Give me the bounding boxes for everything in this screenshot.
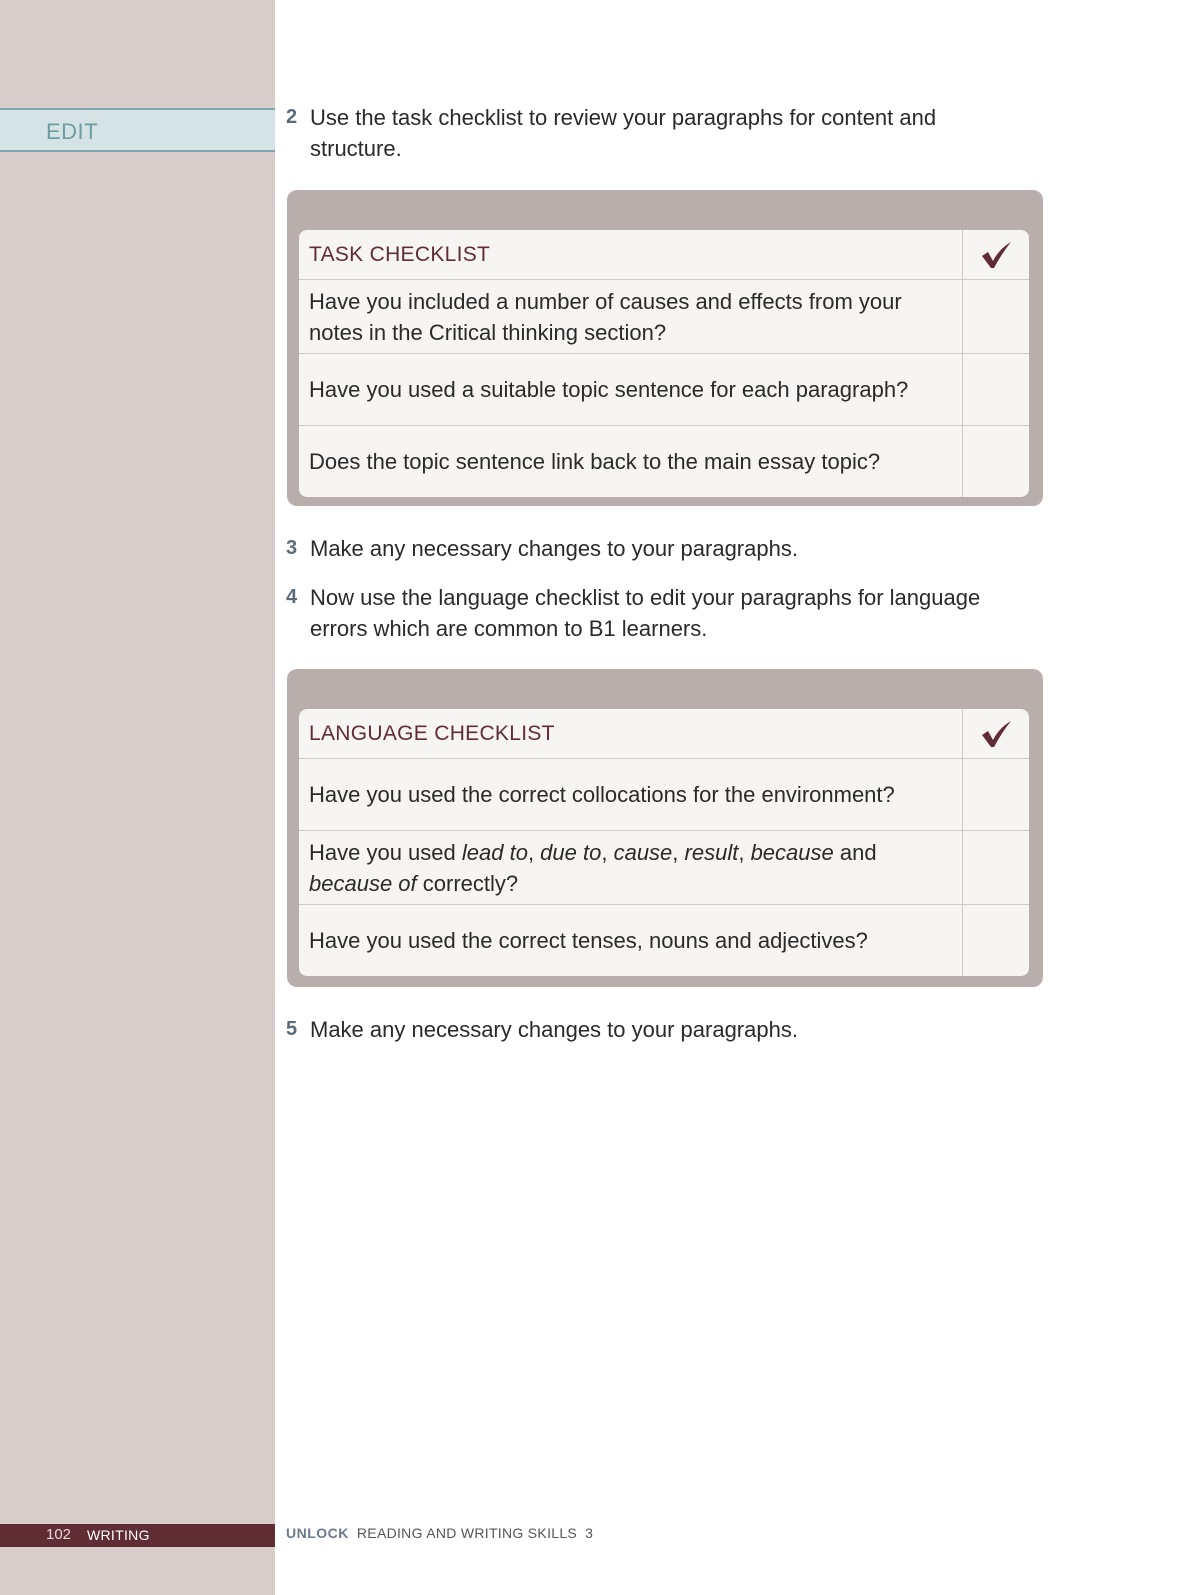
brand-logo: UNLOCK <box>286 1525 349 1541</box>
question-number: 5 <box>286 1018 298 1040</box>
footer-section-bar <box>0 1524 275 1547</box>
item-term: because <box>750 839 834 865</box>
tick-column-header <box>962 709 1029 758</box>
checklist-row <box>299 426 1029 497</box>
book-level: 3 <box>585 1525 594 1541</box>
sidebar <box>0 0 275 1595</box>
question-text: Now use the language checklist to edit your paragraphs for language errors which are common to B1 learners. <box>310 585 981 641</box>
item-text: , <box>738 839 751 865</box>
checklist-row <box>299 759 1029 831</box>
checklist-item <box>299 831 962 904</box>
item-term: lead to <box>461 839 528 865</box>
task-checklist-panel <box>287 190 1043 506</box>
tick-box[interactable] <box>962 426 1029 497</box>
question-number: 3 <box>286 537 298 559</box>
checklist-row <box>299 905 1029 976</box>
edit-tab-label: EDIT <box>46 119 99 144</box>
item-text: and <box>833 839 877 865</box>
check-mark-icon <box>979 719 1013 749</box>
tick-box[interactable] <box>962 831 1029 904</box>
item-text: , <box>672 839 685 865</box>
question-number: 2 <box>286 106 298 128</box>
item-text: , <box>601 839 614 865</box>
item-term: because of <box>309 870 417 896</box>
checklist-row <box>299 280 1029 354</box>
tick-column-header <box>962 230 1029 279</box>
language-checklist-table <box>299 709 1029 976</box>
tick-box[interactable] <box>962 280 1029 353</box>
item-text: , <box>527 839 541 865</box>
checklist-header-row <box>299 709 1029 759</box>
item-term: cause <box>613 839 673 865</box>
footer-book-info <box>286 1525 593 1541</box>
task-checklist-table <box>299 230 1029 497</box>
question-text: Use the task checklist to review your paragraphs for content and structure. <box>310 105 937 161</box>
question-number: 4 <box>286 586 298 608</box>
item-term: result <box>684 839 739 865</box>
checklist-header: TASK CHECKLIST <box>309 243 491 266</box>
item-term: due to <box>540 839 602 865</box>
checklist-item: Have you used the correct collocations for the environment? <box>309 782 895 807</box>
checklist-item: Have you used the correct tenses, nouns and adjectives? <box>309 928 868 953</box>
checklist-header: LANGUAGE CHECKLIST <box>309 722 555 745</box>
checklist-item: Have you used a suitable topic sentence for each paragraph? <box>309 377 909 402</box>
check-mark-icon <box>979 240 1013 270</box>
book-title: READING AND WRITING SKILLS <box>356 1525 578 1541</box>
checklist-item: Does the topic sentence link back to the main essay topic? <box>309 449 881 474</box>
tick-box[interactable] <box>962 759 1029 830</box>
tick-box[interactable] <box>962 354 1029 425</box>
checklist-header-row <box>299 230 1029 280</box>
checklist-item: Have you included a number of causes and effects from your notes in the Critical thinking section? <box>309 288 902 345</box>
question-text: Make any necessary changes to your paragraphs. <box>310 1017 798 1042</box>
section-name: WRITING <box>87 1527 150 1543</box>
language-checklist-panel <box>287 669 1043 987</box>
page-number: 102 <box>46 1526 72 1543</box>
edit-section-tab <box>0 108 275 152</box>
tick-box[interactable] <box>962 905 1029 976</box>
checklist-row <box>299 354 1029 426</box>
checklist-row <box>299 831 1029 905</box>
item-text: Have you used <box>309 839 462 865</box>
item-text: correctly? <box>416 870 519 896</box>
question-text: Make any necessary changes to your paragraphs. <box>310 536 798 561</box>
